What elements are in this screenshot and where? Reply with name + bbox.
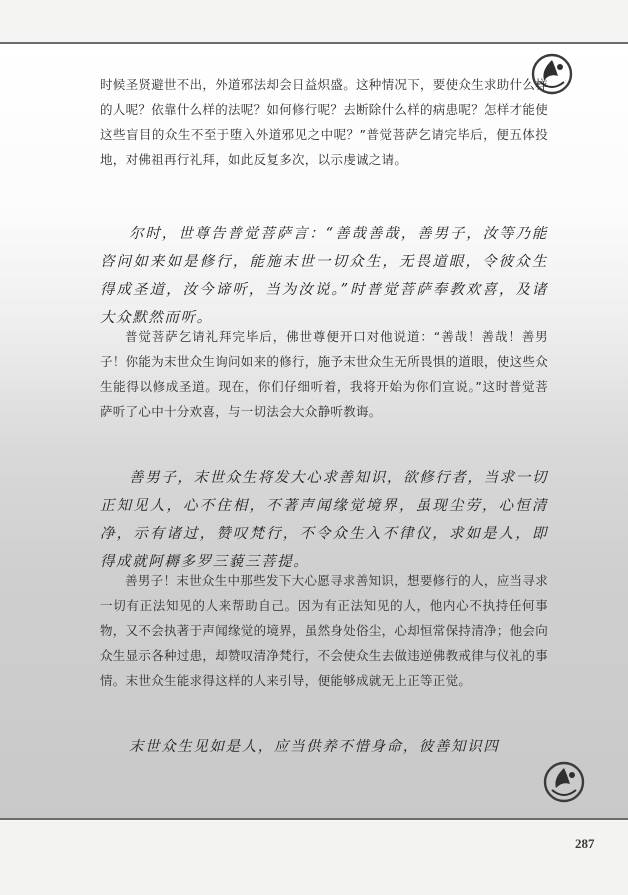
- paragraph-text: 尔时，世尊告普觉菩萨言：“善哉善哉，善男子，汝等乃能咨问如来如是修行，能施末世一切众生，无畏道眼，令彼众生得成圣道，汝今谛听，当为汝说。”时普觉菩萨奉教欢喜，及诸大众默然而听。: [100, 226, 548, 326]
- translation-paragraph: [100, 72, 548, 172]
- buddhist-emblem-icon: [542, 760, 586, 804]
- paragraph-text: 善男子，末世众生将发大心求善知识，欲修行者，当求一切正知见人，心不住相，不著声闻缘觉境界，虽现尘劳，心恒清净，示有诸过，赞叹梵行，不令众生入不律仪，求如是人，即得成就阿耨多罗三藐三菩提。: [100, 470, 548, 570]
- bottom-margin: [0, 822, 628, 895]
- translation-paragraph: [100, 324, 548, 424]
- sutra-paragraph: [100, 220, 548, 332]
- translation-paragraph: [100, 568, 548, 693]
- top-margin: [0, 0, 628, 42]
- sutra-paragraph: [100, 464, 548, 576]
- paragraph-text: 善男子！末世众生中那些发下大心愿寻求善知识，想要修行的人，应当寻求一切有正法知见的人来帮助自己。因为有正法知见的人，他内心不执持任何事物，又不会执著于声闻缘觉的境界，虽然身处俗尘，心却恒常保持清净；他会向众生显示各种过患，却赞叹清净梵行，不会使众生去做违逆佛教戒律与仪礼的事情。末世众生能求得这样的人来引导，便能够成就无上正等正觉。: [100, 573, 549, 688]
- paragraph-text: 末世众生见如是人，应当供养不惜身命，彼善知识四: [129, 739, 500, 755]
- page-number: 287: [575, 836, 595, 851]
- sutra-paragraph: [100, 733, 548, 761]
- paragraph-text: 普觉菩萨乞请礼拜完毕后，佛世尊便开口对他说道：“善哉！善哉！善男子！你能为末世众生询问如来的修行，施予末世众生无所畏惧的道眼，使这些众生能得以修成圣道。现在，你们仔细听着，我将开始为你们宣说。”这时普觉菩萨听了心中十分欢喜，与一切法会大众静听教诲。: [100, 329, 549, 419]
- paragraph-text: 时候圣贤避世不出，外道邪法却会日益炽盛。这种情况下，要使众生求助什么样的人呢？依靠什么样的法呢？如何修行呢？去断除什么样的病患呢？怎样才能使这些盲目的众生不至于堕入外道邪见之中呢？”普觉菩萨乞请完毕后，便五体投地，对佛祖再行礼拜，如此反复多次，以示虔诚之请。: [100, 77, 549, 167]
